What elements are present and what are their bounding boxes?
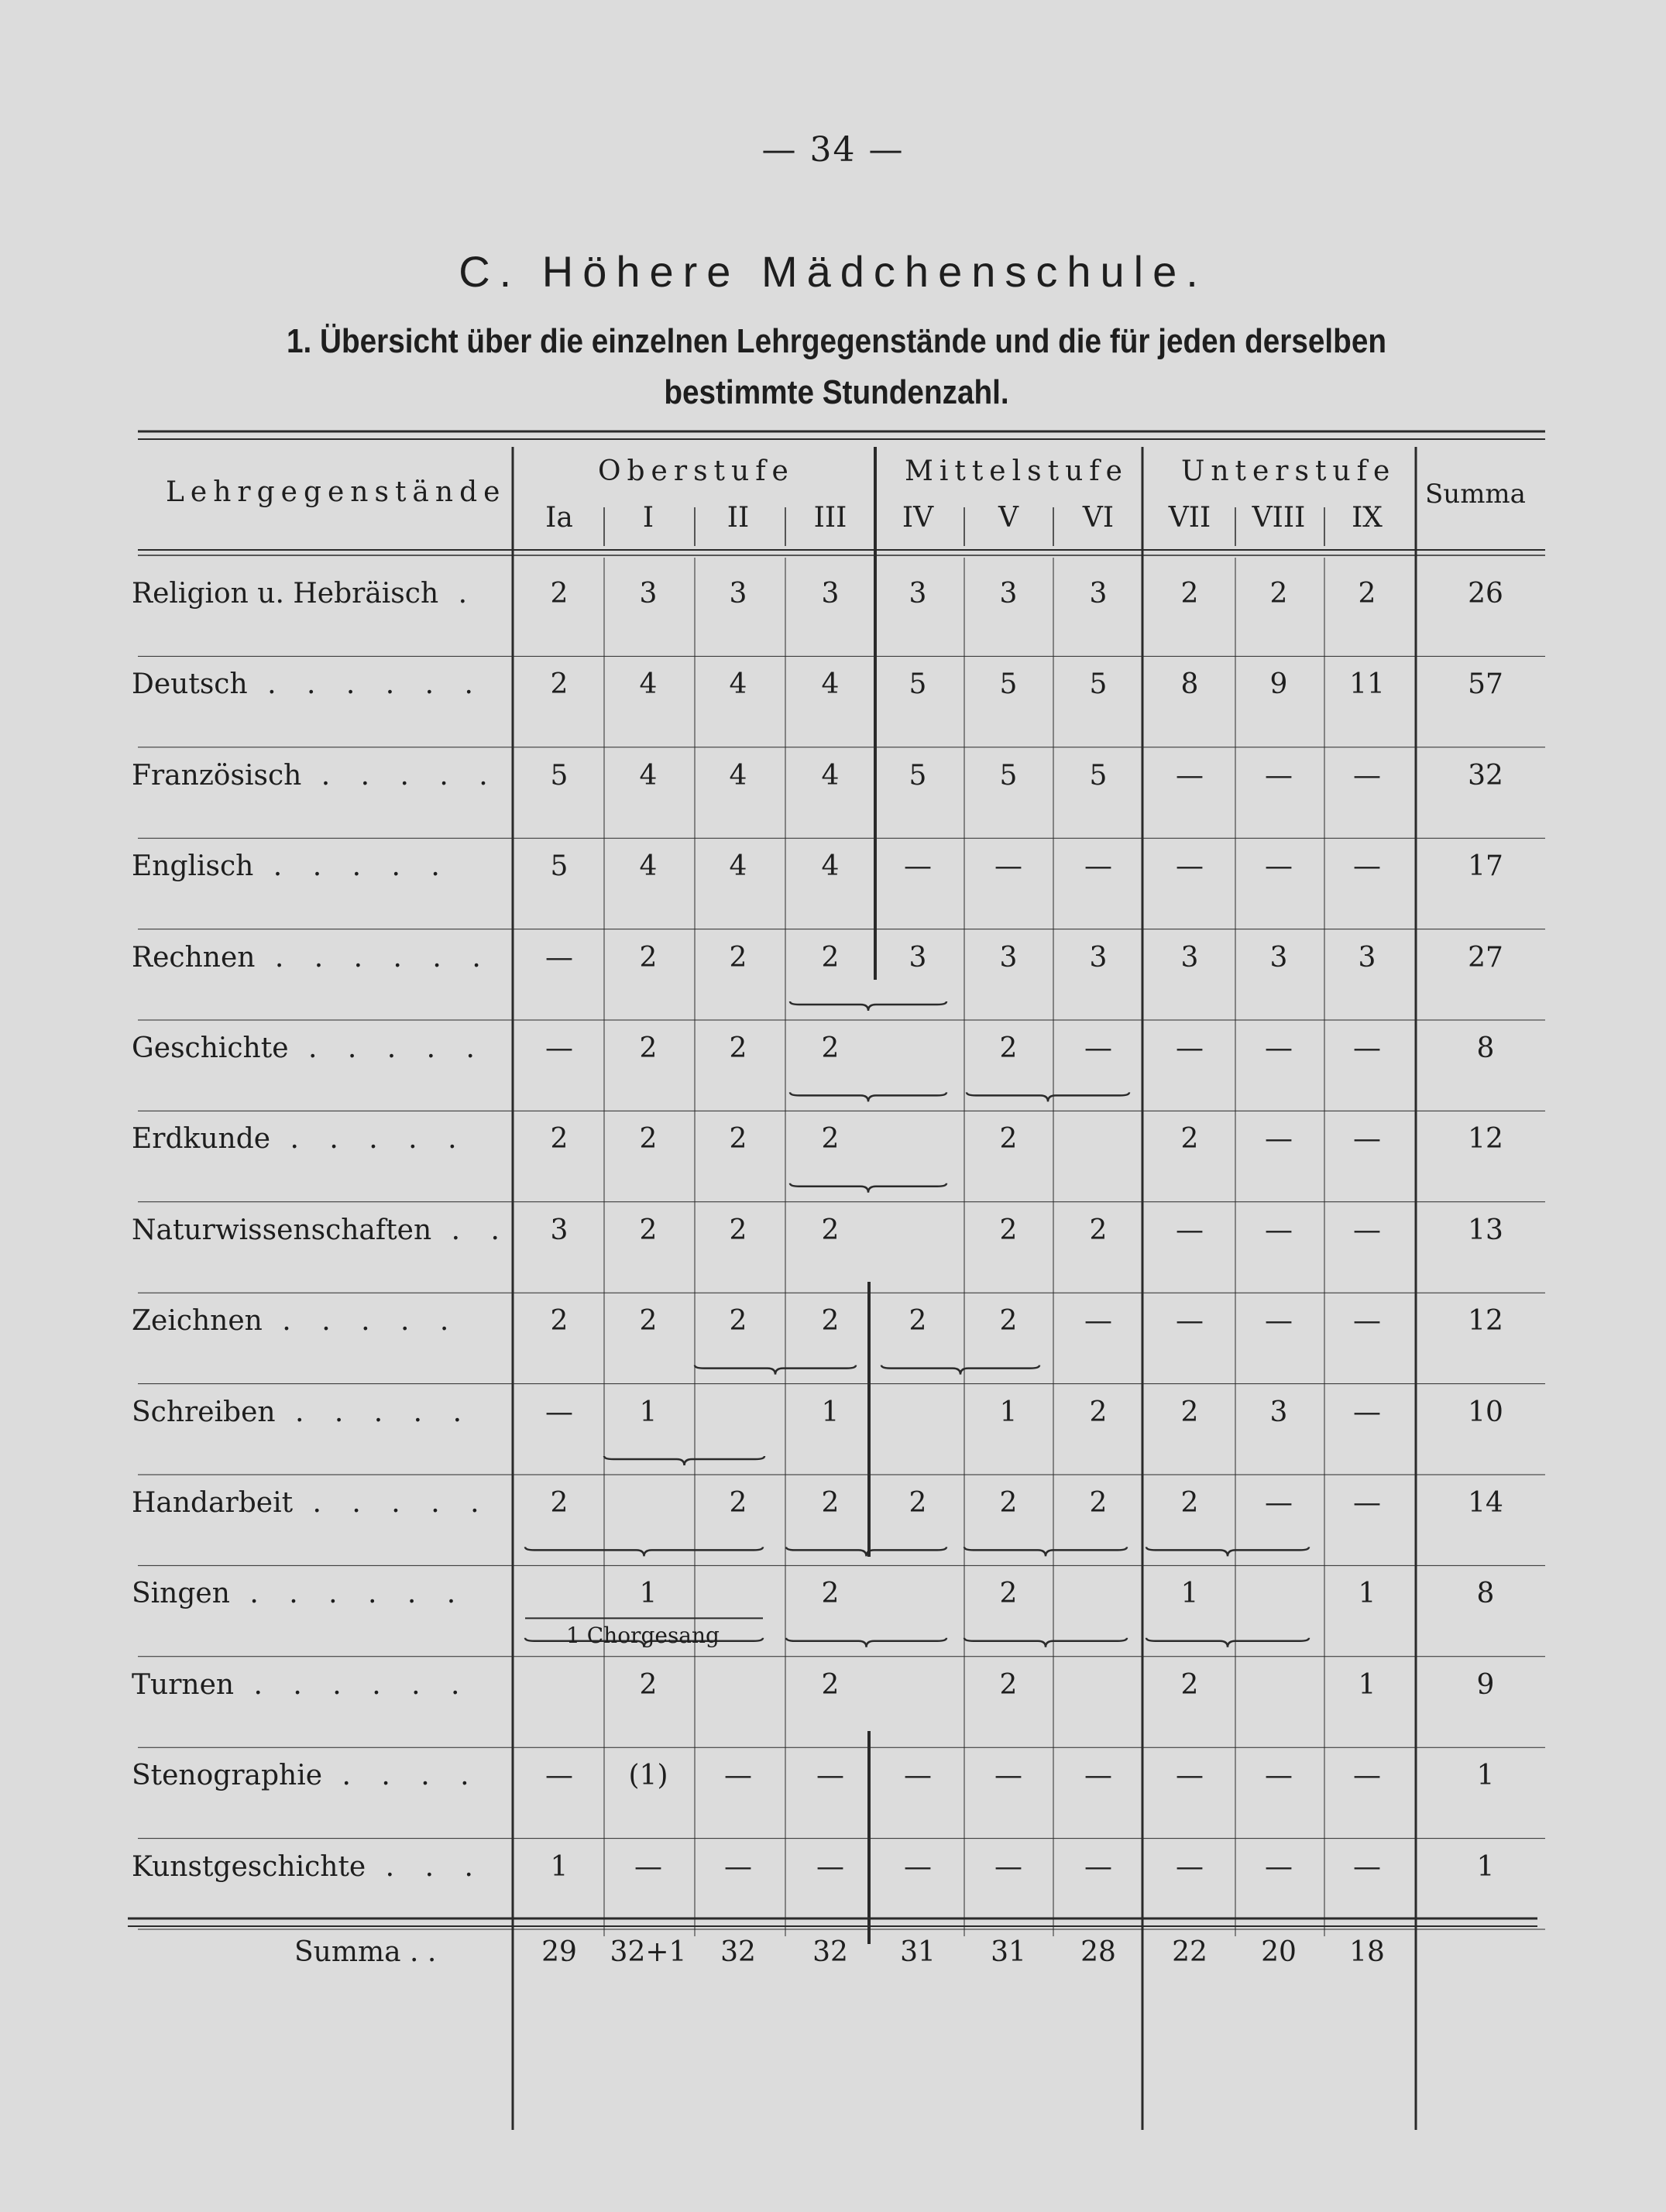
class-header: VII xyxy=(1168,502,1211,534)
subject-label xyxy=(132,1305,459,1337)
hours-cell: 2 xyxy=(909,1487,927,1519)
hours-cell: — xyxy=(724,1760,752,1792)
hours-cell: 2 xyxy=(639,941,658,974)
subject-name: Turnen xyxy=(132,1668,235,1701)
class-header: IV xyxy=(902,502,934,534)
hours-cell: — xyxy=(994,1760,1022,1792)
subject-label xyxy=(132,1760,480,1791)
hours-cell: — xyxy=(1176,759,1204,792)
brace-erdkunde-2 xyxy=(967,1092,1129,1101)
hours-cell: — xyxy=(1176,1214,1204,1246)
subject-name: Französisch xyxy=(132,759,302,792)
hours-cell: 3 xyxy=(999,578,1018,610)
subject-label xyxy=(132,1669,470,1701)
hours-cell: (1) xyxy=(628,1760,668,1792)
hours-cell: — xyxy=(545,941,573,974)
brace-turnen-3 xyxy=(964,1638,1127,1647)
subject-label xyxy=(132,668,484,700)
total-cell: 32+1 xyxy=(610,1936,687,1968)
subjects-header: Lehrgegenstände xyxy=(166,476,507,508)
hours-cell: — xyxy=(1176,850,1204,883)
hours-cell: 3 xyxy=(821,578,840,610)
hours-cell: — xyxy=(1353,1032,1381,1064)
brace-erdkunde-1 xyxy=(790,1092,946,1101)
total-cell: 32 xyxy=(812,1936,848,1968)
leader-dots: . . . . . . xyxy=(229,1578,467,1610)
row-sum-cell: 27 xyxy=(1468,941,1503,974)
leader-dots: . . . . . xyxy=(288,1032,486,1064)
hours-cell: 2 xyxy=(1180,1487,1199,1519)
subject-name: Singen xyxy=(132,1578,230,1610)
hours-cell: 2 xyxy=(821,941,840,974)
hours-cell: — xyxy=(816,1760,844,1792)
hours-cell: 2 xyxy=(639,1668,658,1701)
hours-cell: — xyxy=(1353,1487,1381,1519)
subject-name: Kunstgeschichte xyxy=(132,1850,366,1883)
hours-cell: — xyxy=(1353,1760,1381,1792)
hours-cell: 4 xyxy=(729,850,747,883)
hours-cell: 5 xyxy=(909,668,927,701)
row-sum-cell: 17 xyxy=(1468,850,1503,883)
total-cell: 18 xyxy=(1349,1936,1385,1968)
hours-cell: — xyxy=(1176,1760,1204,1792)
leader-dots: . . . . . xyxy=(270,1123,468,1156)
class-header: VIII xyxy=(1252,502,1306,534)
hours-cell: 2 xyxy=(999,1305,1018,1338)
hours-cell: — xyxy=(1176,1850,1204,1883)
subject-name: Erdkunde xyxy=(132,1123,271,1156)
hours-cell: — xyxy=(1084,850,1112,883)
hours-cell: — xyxy=(1353,759,1381,792)
hours-cell: 1 xyxy=(550,1850,569,1883)
total-cell: 28 xyxy=(1080,1936,1116,1968)
row-sum-cell: 1 xyxy=(1476,1850,1495,1883)
hours-cell: 3 xyxy=(1180,941,1199,974)
hours-cell: 2 xyxy=(999,1032,1018,1064)
class-header: VI xyxy=(1082,502,1115,534)
subject-name: Naturwissenschaften xyxy=(132,1214,432,1246)
hours-cell: — xyxy=(545,1032,573,1064)
brace-schreiben-2 xyxy=(881,1365,1039,1375)
total-cell: 20 xyxy=(1261,1936,1297,1968)
leader-dots: . xyxy=(438,578,479,610)
hours-cell: 3 xyxy=(909,941,927,974)
hours-cell: 1 xyxy=(639,1396,658,1428)
hours-cell: — xyxy=(1353,1305,1381,1338)
hours-cell: 2 xyxy=(729,1032,747,1064)
page-number: — 34 — xyxy=(761,130,905,170)
class-header: Ia xyxy=(545,502,573,534)
hours-cell: 2 xyxy=(550,1305,569,1338)
hours-cell: 2 xyxy=(1358,578,1376,610)
total-cell: 31 xyxy=(991,1936,1026,1968)
hours-cell: 3 xyxy=(1358,941,1376,974)
hours-cell: 2 xyxy=(821,1668,840,1701)
hours-cell: 2 xyxy=(999,1214,1018,1246)
brace-turnen-4 xyxy=(1146,1638,1309,1647)
brace-geschichte xyxy=(790,1001,946,1011)
hours-cell: 2 xyxy=(821,1487,840,1519)
row-sum-cell: 10 xyxy=(1468,1396,1503,1428)
leader-dots: . . . xyxy=(366,1850,484,1883)
hours-cell: 2 xyxy=(1180,1396,1199,1428)
summa-header: Summa xyxy=(1425,479,1526,510)
total-cell: 29 xyxy=(541,1936,577,1968)
brace-turnen-2 xyxy=(786,1638,946,1647)
hours-cell: 4 xyxy=(821,850,840,883)
subject-name: Handarbeit xyxy=(132,1487,294,1519)
total-cell: 22 xyxy=(1172,1936,1207,1968)
row-sum-cell: 9 xyxy=(1476,1668,1495,1701)
hours-cell: 2 xyxy=(639,1123,658,1156)
group-header-oberstufe: Oberstufe xyxy=(598,455,795,487)
hours-cell: 2 xyxy=(821,1578,840,1610)
hours-cell: 5 xyxy=(909,759,927,792)
hours-cell: 2 xyxy=(1089,1214,1108,1246)
brace-singen-4 xyxy=(1146,1547,1309,1556)
leader-dots: . . . . . xyxy=(301,759,499,792)
hours-cell: — xyxy=(816,1850,844,1883)
singing-note: 1 Chorgesang xyxy=(566,1623,720,1649)
leader-dots: . . . . . . xyxy=(234,1668,471,1701)
leader-dots: . . . . . xyxy=(262,1305,460,1338)
hours-cell: 2 xyxy=(1089,1487,1108,1519)
section-title: C. Höhere Mädchenschule. xyxy=(459,247,1207,296)
hours-cell: — xyxy=(1353,850,1381,883)
hours-cell: 1 xyxy=(821,1396,840,1428)
hours-cell: 4 xyxy=(639,668,658,701)
subject-label xyxy=(132,1396,472,1428)
subject-label xyxy=(132,1032,486,1064)
subject-name: Englisch xyxy=(132,850,254,883)
leader-dots: . . . . . xyxy=(275,1396,473,1428)
hours-cell: 1 xyxy=(1358,1668,1376,1701)
hours-cell: 11 xyxy=(1349,668,1385,701)
hours-cell: 4 xyxy=(821,668,840,701)
hours-cell: 4 xyxy=(639,850,658,883)
class-header: II xyxy=(727,502,750,534)
hours-cell: 2 xyxy=(999,1123,1018,1156)
hours-cell: 2 xyxy=(1089,1396,1108,1428)
hours-cell: — xyxy=(724,1850,752,1883)
hours-cell: — xyxy=(1176,1032,1204,1064)
hours-cell: 2 xyxy=(1180,578,1199,610)
subject-label xyxy=(132,850,451,882)
hours-cell: — xyxy=(904,1850,932,1883)
hours-cell: 3 xyxy=(1089,578,1108,610)
subject-name: Zeichnen xyxy=(132,1305,263,1338)
hours-cell: 2 xyxy=(639,1032,658,1064)
hours-cell: 8 xyxy=(1180,668,1199,701)
table-title-line-1: 1. Übersicht über die einzelnen Lehrgegenstände und die für jeden derselben xyxy=(286,322,1387,360)
class-header: IX xyxy=(1352,502,1383,534)
hours-cell: 4 xyxy=(729,668,747,701)
hours-cell: — xyxy=(1353,1396,1381,1428)
hours-cell: 1 xyxy=(639,1578,658,1610)
hours-cell: 5 xyxy=(1089,759,1108,792)
hours-cell: 2 xyxy=(1180,1123,1199,1156)
row-sum-cell: 57 xyxy=(1468,668,1503,701)
hours-cell: 2 xyxy=(639,1305,658,1338)
total-cell: 32 xyxy=(720,1936,756,1968)
brace-singen-1 xyxy=(525,1547,763,1556)
leader-dots: . . . . . xyxy=(253,850,451,883)
hours-cell: 1 xyxy=(1180,1578,1199,1610)
subject-name: Deutsch xyxy=(132,668,248,701)
hours-cell: 2 xyxy=(1180,1668,1199,1701)
hours-cell: — xyxy=(1265,1214,1293,1246)
hours-cell: — xyxy=(1353,1850,1381,1883)
subject-label xyxy=(132,942,492,974)
hours-cell: — xyxy=(1353,1123,1381,1156)
hours-cell: 3 xyxy=(1269,1396,1288,1428)
hours-cell: 2 xyxy=(729,1305,747,1338)
hours-cell: 1 xyxy=(999,1396,1018,1428)
hours-cell: — xyxy=(1176,1305,1204,1338)
hours-cell: — xyxy=(904,1760,932,1792)
hours-cell: — xyxy=(1084,1032,1112,1064)
hours-cell: 4 xyxy=(821,759,840,792)
hours-cell: — xyxy=(1084,1850,1112,1883)
total-cell: 31 xyxy=(900,1936,936,1968)
row-sum-cell: 12 xyxy=(1468,1123,1503,1156)
hours-cell: 2 xyxy=(639,1214,658,1246)
subject-name: Rechnen xyxy=(132,941,256,974)
leader-dots: . . . . . . xyxy=(247,668,484,701)
hours-cell: — xyxy=(1265,759,1293,792)
class-header: V xyxy=(998,502,1018,534)
subject-label xyxy=(132,1487,490,1519)
hours-cell: — xyxy=(1084,1760,1112,1792)
hours-cell: — xyxy=(1353,1214,1381,1246)
hours-cell: 2 xyxy=(550,578,569,610)
hours-cell: 5 xyxy=(550,759,569,792)
hours-cell: — xyxy=(904,850,932,883)
brace-handarbeit xyxy=(604,1456,764,1465)
subject-label xyxy=(132,760,499,792)
subject-name: Schreiben xyxy=(132,1396,276,1428)
row-sum-cell: 1 xyxy=(1476,1760,1495,1792)
row-sum-cell: 32 xyxy=(1468,759,1503,792)
hours-cell: 2 xyxy=(821,1032,840,1064)
table-title-line-2: bestimmte Stundenzahl. xyxy=(664,373,1009,411)
hours-cell: 3 xyxy=(639,578,658,610)
hours-cell: 3 xyxy=(909,578,927,610)
subject-name: Stenographie xyxy=(132,1760,323,1792)
class-header: I xyxy=(642,502,654,534)
hours-cell: 4 xyxy=(639,759,658,792)
hours-cell: — xyxy=(1265,1760,1293,1792)
leader-dots: . . . . . xyxy=(293,1487,490,1519)
hours-cell: 2 xyxy=(999,1668,1018,1701)
hours-cell: 9 xyxy=(1269,668,1288,701)
leader-dots: . . . . . . xyxy=(255,941,492,974)
hours-cell: 3 xyxy=(729,578,747,610)
brace-singen-2 xyxy=(786,1547,946,1556)
row-sum-cell: 14 xyxy=(1468,1487,1503,1519)
hours-cell: 3 xyxy=(999,941,1018,974)
subject-label xyxy=(132,1123,468,1155)
row-sum-cell: 26 xyxy=(1468,578,1503,610)
hours-cell: — xyxy=(1265,1305,1293,1338)
hours-cell: — xyxy=(1265,1850,1293,1883)
group-header-unterstufe: Unterstufe xyxy=(1181,455,1396,487)
hours-cell: 3 xyxy=(1269,941,1288,974)
brace-singen-3 xyxy=(964,1547,1127,1556)
hours-cell: — xyxy=(1265,1487,1293,1519)
hours-cell: — xyxy=(634,1850,662,1883)
hours-cell: 2 xyxy=(729,1214,747,1246)
hours-cell: 2 xyxy=(999,1578,1018,1610)
hours-cell: 5 xyxy=(999,668,1018,701)
row-sum-cell: 8 xyxy=(1476,1032,1495,1064)
hours-cell: 5 xyxy=(999,759,1018,792)
subject-name: Geschichte xyxy=(132,1032,289,1064)
hours-cell: 5 xyxy=(550,850,569,883)
hours-cell: — xyxy=(1265,1032,1293,1064)
hours-cell: 2 xyxy=(550,1123,569,1156)
hours-cell: 2 xyxy=(821,1305,840,1338)
hours-cell: 2 xyxy=(1269,578,1288,610)
leader-dots: . . xyxy=(431,1214,510,1246)
brace-natur xyxy=(790,1183,946,1193)
hours-cell: — xyxy=(545,1760,573,1792)
subject-label xyxy=(132,1851,484,1883)
class-header: III xyxy=(813,502,847,534)
totals-label: Summa . . xyxy=(294,1936,437,1968)
row-sum-cell: 13 xyxy=(1468,1214,1503,1246)
group-header-mittelstufe: Mittelstufe xyxy=(905,455,1128,487)
hours-cell: 2 xyxy=(729,941,747,974)
hours-cell: 3 xyxy=(1089,941,1108,974)
hours-cell: 2 xyxy=(550,668,569,701)
hours-cell: 2 xyxy=(909,1305,927,1338)
row-sum-cell: 8 xyxy=(1476,1578,1495,1610)
subject-label xyxy=(132,578,478,610)
brace-schreiben-1 xyxy=(695,1365,856,1375)
hours-cell: — xyxy=(1084,1305,1112,1338)
hours-cell: 2 xyxy=(999,1487,1018,1519)
hours-cell: 2 xyxy=(821,1214,840,1246)
row-sum-cell: 12 xyxy=(1468,1305,1503,1338)
hours-cell: — xyxy=(1265,850,1293,883)
hours-cell: 2 xyxy=(550,1487,569,1519)
subject-label xyxy=(132,1214,510,1246)
hours-cell: 5 xyxy=(1089,668,1108,701)
subject-name: Religion u. Hebräisch xyxy=(132,578,439,610)
hours-cell: — xyxy=(1265,1123,1293,1156)
hours-cell: 2 xyxy=(729,1487,747,1519)
subject-label xyxy=(132,1578,466,1609)
hours-cell: 2 xyxy=(729,1123,747,1156)
hours-cell: 2 xyxy=(821,1123,840,1156)
hours-cell: — xyxy=(994,1850,1022,1883)
leader-dots: . . . . xyxy=(322,1760,480,1792)
hours-cell: 1 xyxy=(1358,1578,1376,1610)
hours-cell: — xyxy=(994,850,1022,883)
hours-cell: 4 xyxy=(729,759,747,792)
hours-cell: — xyxy=(545,1396,573,1428)
hours-cell: 3 xyxy=(550,1214,569,1246)
